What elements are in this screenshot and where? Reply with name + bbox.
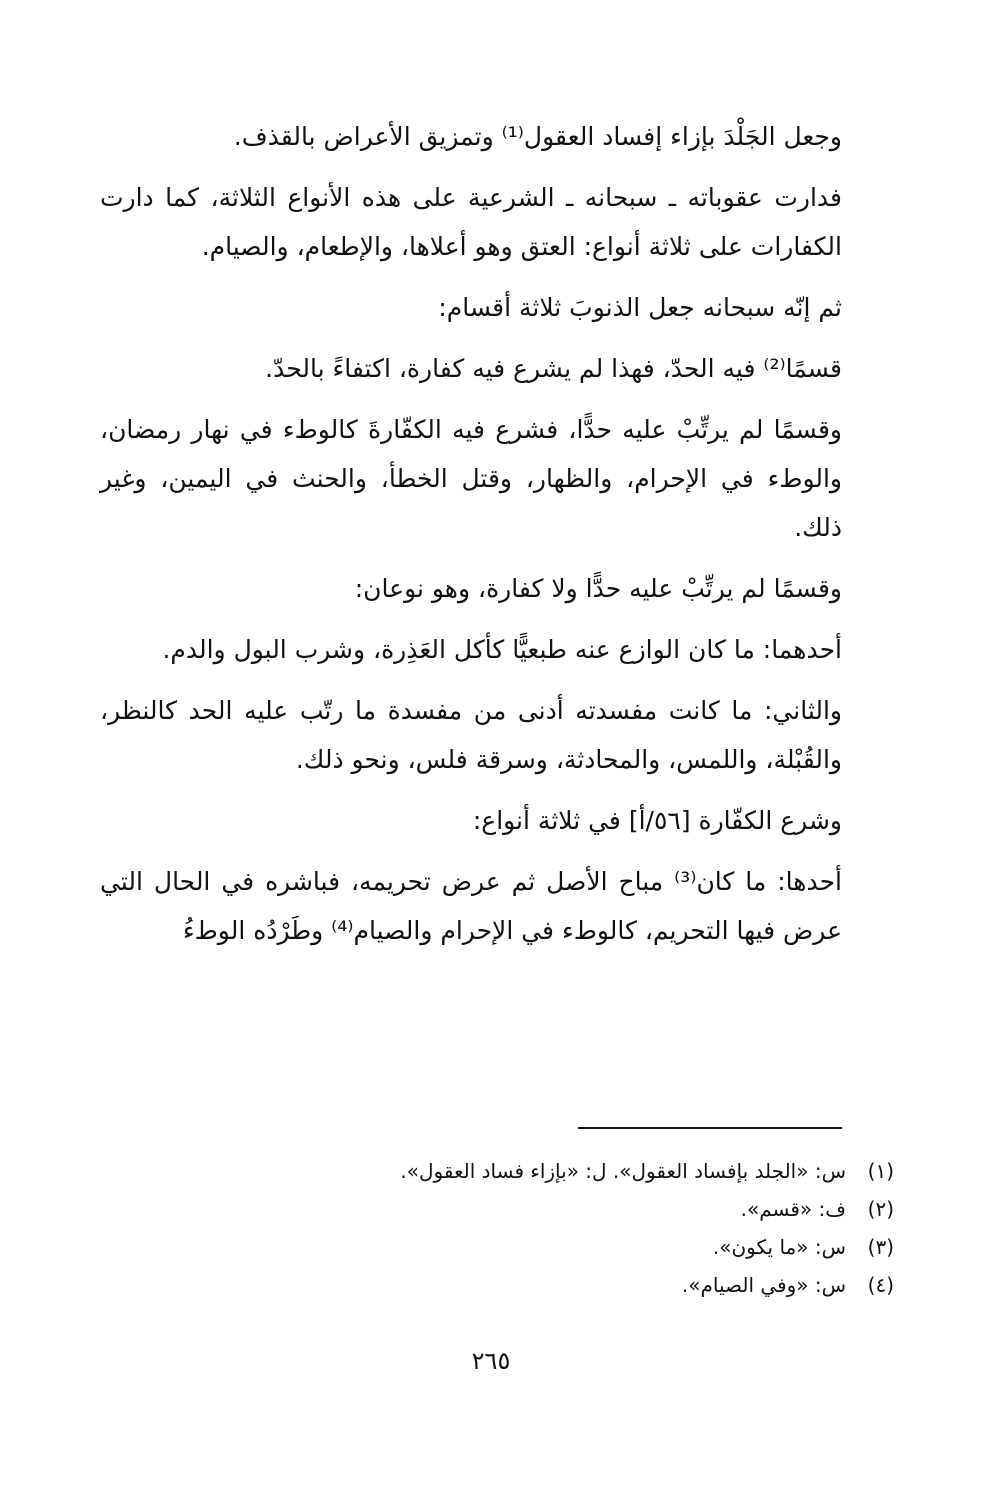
paragraph-8: والثاني: ما كانت مفسدته أدنى من مفسدة ما رتّب عليه الحد كالنظر، والقُبْلة، واللمس، والمحادثة، وسرقة فلس، ونحو ذلك. <box>100 696 842 774</box>
footnote-2 <box>300 1190 894 1228</box>
page-number: ٢٦٥ <box>471 1347 511 1375</box>
footnote-4 <box>300 1266 894 1304</box>
paragraph-3: ثم إنّه سبحانه جعل الذنوبَ ثلاثة أقسام: <box>438 293 842 322</box>
footnotes <box>300 1152 894 1304</box>
paragraph-7: أحدهما: ما كان الوازع عنه طبعيًّا كأكل العَذِرة، وشرب البول والدم. <box>162 635 842 664</box>
footnote-number: (٣) <box>867 1235 894 1259</box>
main-text <box>100 112 842 967</box>
footnote-text: ف: «قسم». <box>740 1197 846 1221</box>
footnote-number: (٢) <box>867 1197 894 1221</box>
paragraph-2: فدارت عقوباته ـ سبحانه ـ الشرعية على هذه الأنواع الثلاثة، كما دارت الكفارات على ثلاثة أنواع: العتق وهو أعلاها، والإطعام، والصيام. <box>100 183 842 261</box>
paragraph-6: وقسمًا لم يرتِّبْ عليه حدًّا ولا كفارة، وهو نوعان: <box>354 574 842 603</box>
footnote-separator <box>578 1127 842 1129</box>
footnote-text: س: «وفي الصيام». <box>681 1273 846 1297</box>
paragraph-10: أحدها: ما كان⁽³⁾ مباح الأصل ثم عرض تحريمه، فباشره في الحال التي عرض فيها التحريم، كالوطء في الإحرام والصيام⁽⁴⁾ وطَرْدُه الوطءُ <box>100 867 842 945</box>
footnote-text: س: «ما يكون». <box>712 1235 846 1259</box>
footnote-number: (٤) <box>867 1273 894 1297</box>
footnote-number: (١) <box>867 1159 894 1183</box>
paragraph-1: وجعل الجَلْدَ بإزاء إفساد العقول⁽¹⁾ وتمزيق الأعراض بالقذف. <box>233 122 842 151</box>
paragraph-4: قسمًا⁽²⁾ فيه الحدّ، فهذا لم يشرع فيه كفارة، اكتفاءً بالحدّ. <box>265 354 842 383</box>
paragraph-9: وشرع الكفّارة [٥٦/أ] في ثلاثة أنواع: <box>472 806 842 835</box>
footnote-3 <box>300 1228 894 1266</box>
paragraph-5: وقسمًا لم يرتِّبْ عليه حدًّا، فشرع فيه الكفّارةَ كالوطء في نهار رمضان، والوطء في الإحرام، والظهار، وقتل الخطأ، والحنث في اليمين، وغير ذلك. <box>100 415 842 542</box>
footnote-1 <box>300 1152 894 1190</box>
footnote-text: س: «الجلد بإفساد العقول». ل: «بإزاء فساد العقول». <box>400 1159 846 1183</box>
